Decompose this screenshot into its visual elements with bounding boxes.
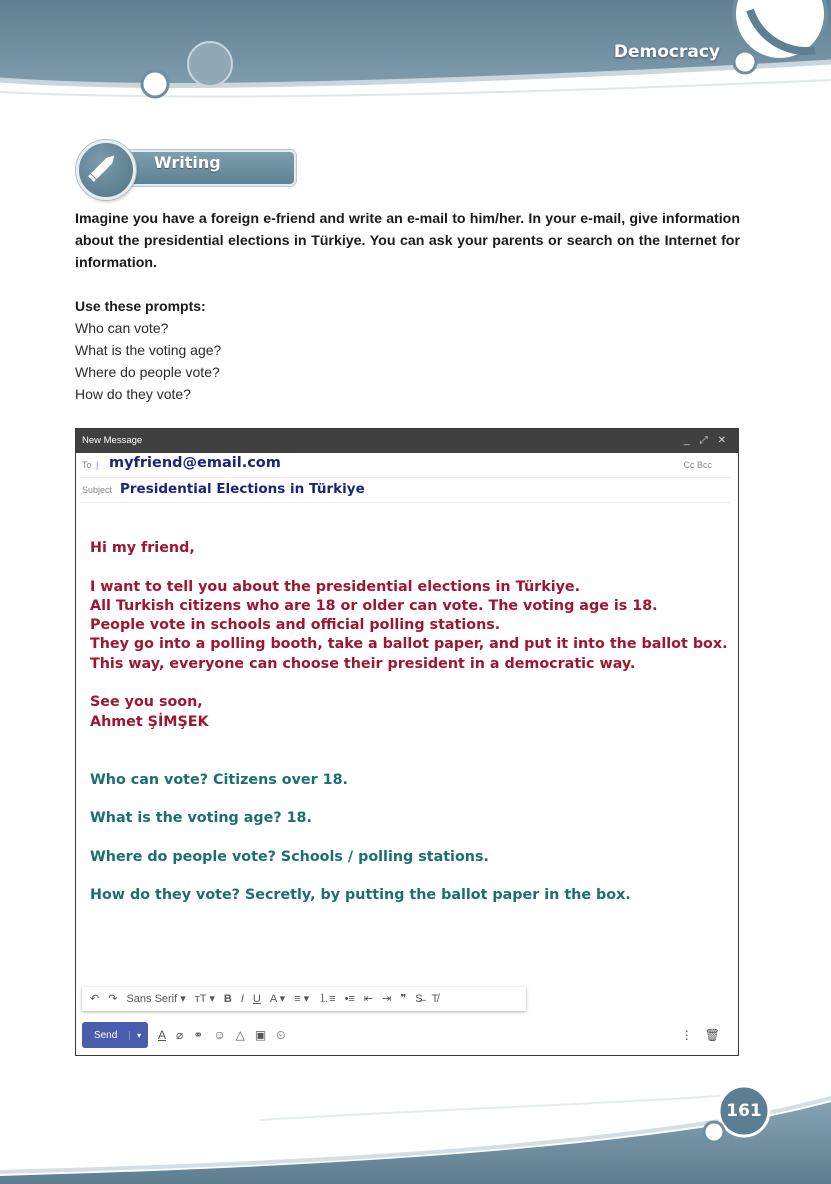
underline-icon[interactable]: U xyxy=(252,993,261,1005)
subject-field-row[interactable] xyxy=(80,478,730,503)
to-field[interactable]: myfriend@email.com xyxy=(109,455,281,471)
body-line: People vote in schools and official polling stations. xyxy=(90,617,501,634)
to-field-row[interactable] xyxy=(80,453,730,478)
section-label: Writing xyxy=(154,153,221,172)
font-size-icon[interactable]: тT ▾ xyxy=(194,993,215,1005)
undo-icon[interactable]: ↶ xyxy=(90,993,100,1005)
pencil-icon xyxy=(76,140,130,194)
redo-icon[interactable]: ↷ xyxy=(108,993,118,1005)
send-options-icon[interactable]: ▾ xyxy=(129,1031,148,1040)
subject-field[interactable]: Presidential Elections in Türkiye xyxy=(120,481,365,497)
answer-line: How do they vote? Secretly, by putting the ballot paper in the box. xyxy=(90,887,631,904)
chapter-title: Democracy xyxy=(613,42,720,62)
window-controls xyxy=(684,429,726,453)
clear-format-icon[interactable]: T̸ xyxy=(431,993,439,1005)
to-cursor: | xyxy=(96,460,99,470)
answer-line: What is the voting age? 18. xyxy=(90,810,312,827)
writing-section-badge xyxy=(76,140,296,196)
body-line: I want to tell you about the presidential elections in Türkiye. xyxy=(90,578,581,595)
email-body[interactable] xyxy=(90,539,730,925)
compose-titlebar xyxy=(76,429,738,453)
body-line: All Turkish citizens who are 18 or older can vote. The voting age is 18. xyxy=(90,597,658,614)
italic-icon[interactable]: I xyxy=(240,993,244,1005)
answer-line: Who can vote? Citizens over 18. xyxy=(90,771,348,788)
cc-bcc-link[interactable]: Cc Bcc xyxy=(683,460,712,470)
attach-icon[interactable]: ⌀ xyxy=(176,1027,184,1042)
close-icon[interactable]: ✕ xyxy=(717,435,726,446)
prompts-heading: Use these prompts: xyxy=(75,298,206,314)
writing-icon-circle xyxy=(76,140,136,200)
indent-more-icon[interactable]: ⇥ xyxy=(382,993,392,1005)
indent-less-icon[interactable]: ⇤ xyxy=(363,993,374,1005)
send-label: Send xyxy=(93,1029,118,1041)
body-line: This way, everyone can choose their president in a democratic way. xyxy=(90,655,636,672)
discard-icon[interactable]: 🗑 xyxy=(704,1028,720,1042)
photo-icon[interactable]: ▣ xyxy=(254,1027,267,1042)
align-icon[interactable]: ≡ ▾ xyxy=(294,993,310,1005)
prompt-item: What is the voting age? xyxy=(75,342,222,358)
prompt-item: How do they vote? xyxy=(75,386,191,402)
strikethrough-icon[interactable]: S̶ xyxy=(415,993,423,1005)
minimize-icon[interactable]: _ xyxy=(684,435,690,446)
bold-icon[interactable]: B xyxy=(223,993,232,1005)
greeting: Hi my friend, xyxy=(90,540,195,556)
font-select[interactable]: Sans Serif ▾ xyxy=(126,993,186,1005)
signature: Ahmet ŞİMŞEK xyxy=(90,713,209,730)
send-button[interactable] xyxy=(82,1022,148,1048)
prompts-block xyxy=(75,295,475,405)
page-number: 161 xyxy=(726,1101,762,1121)
footer-band xyxy=(0,1080,831,1184)
email-compose-window xyxy=(75,428,739,1056)
to-label: To xyxy=(82,460,92,470)
prompt-item: Where do people vote? xyxy=(75,364,220,380)
quote-icon[interactable]: ❞ xyxy=(400,993,407,1005)
numbered-list-icon[interactable]: ⒈≡ xyxy=(318,993,336,1005)
compose-right-tools xyxy=(681,1028,720,1042)
send-row xyxy=(82,1021,732,1049)
fullscreen-icon[interactable]: ⤢ xyxy=(699,435,708,446)
answer-line: Where do people vote? Schools / polling stations. xyxy=(90,848,489,865)
formatting-toolbar xyxy=(82,987,526,1011)
drive-icon[interactable]: △ xyxy=(235,1027,245,1042)
link-icon[interactable]: ⚭ xyxy=(193,1027,204,1042)
confidential-icon[interactable]: ⏲ xyxy=(276,1027,286,1042)
compose-title: New Message xyxy=(82,435,143,446)
task-instructions: Imagine you have a foreign e-friend and write an e-mail to him/her. In your e-mail, give information about the presidential elections in Türkiye. You can ask your parents or search on the Internet for information. xyxy=(75,211,740,271)
compose-tools xyxy=(158,1028,286,1043)
body-line: They go into a polling booth, take a ballot paper, and put it into the ballot box. xyxy=(90,636,728,653)
subject-label: Subject xyxy=(82,485,113,495)
text-color-icon[interactable]: A ▾ xyxy=(269,993,286,1005)
prompt-item: Who can vote? xyxy=(75,320,169,336)
emoji-icon[interactable]: ☺ xyxy=(213,1027,226,1042)
closing: See you soon, xyxy=(90,694,203,711)
formatting-options-icon[interactable]: A xyxy=(158,1027,167,1042)
bulleted-list-icon[interactable]: •≡ xyxy=(344,993,355,1005)
more-options-icon[interactable]: ⋮ xyxy=(680,1028,693,1042)
